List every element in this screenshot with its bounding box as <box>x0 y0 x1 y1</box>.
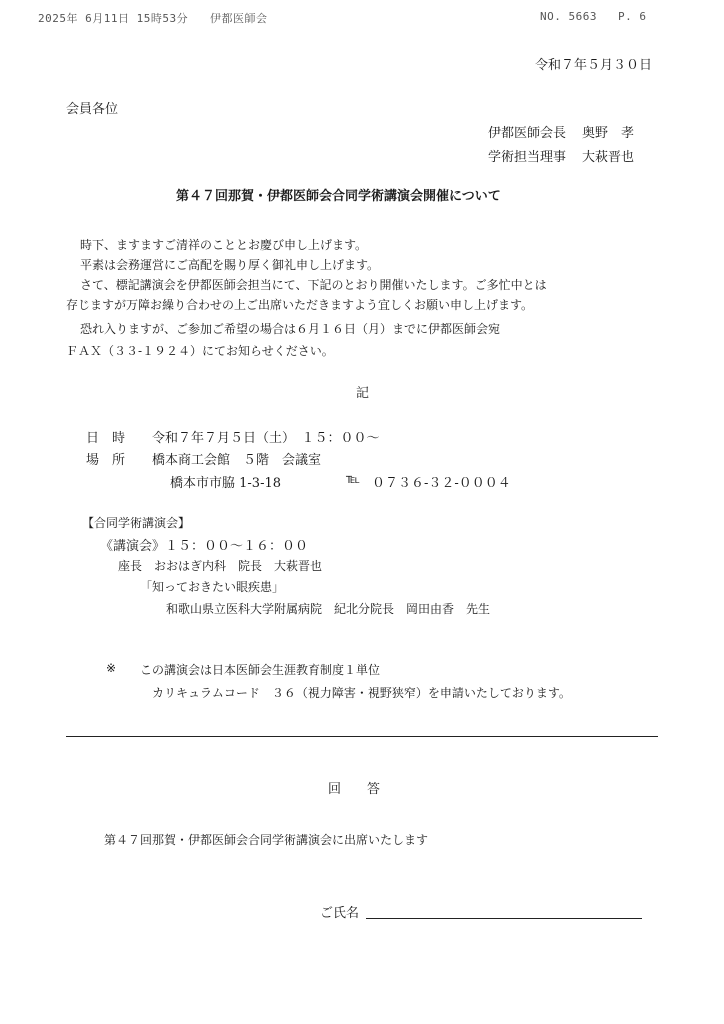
body-line: ＦＡＸ（３３-１９２４）にてお知らせください。 <box>66 344 334 358</box>
speaker: 和歌山県立医科大学附属病院 紀北分院長 岡田由香 先生 <box>166 602 491 616</box>
reply-heading: 回 答 <box>328 782 381 797</box>
name-field[interactable] <box>366 918 642 919</box>
lecture-time: 《講演会》１５：００～１６：００ <box>100 539 309 554</box>
lecture-topic: 「知っておきたい眼疾患」 <box>140 580 285 594</box>
body-line: 恐れ入りますが、ご参加ご希望の場合は６月１６日（月）までに伊都医師会宛 <box>80 322 501 336</box>
fax-number: NO. 5663 <box>540 10 597 23</box>
body-line: 時下、ますますご清祥のこととお慶び申し上げます。 <box>80 238 368 252</box>
reply-statement: 第４７回那賀・伊都医師会合同学術講演会に出席いたします <box>104 833 429 847</box>
place-value: 橋本商工会館 ５階 会議室 <box>152 453 322 468</box>
datetime-value: 令和７年７月５日（土） １５：００～ <box>152 431 380 446</box>
note-line-1: この講演会は日本医師会生涯教育制度１単位 <box>140 663 381 677</box>
recipient: 会員各位 <box>66 102 119 117</box>
fax-sender: 伊都医師会 <box>210 12 268 25</box>
document-date: 令和７年５月３０日 <box>534 58 652 73</box>
tel-label: ℡ <box>346 472 360 487</box>
chair: 座長 おおはぎ内科 院長 大萩晋也 <box>118 559 323 573</box>
fax-timestamp: 2025年 6月11日 15時53分 <box>38 12 189 25</box>
document-title: 第４７回那賀・伊都医師会合同学術講演会開催について <box>176 189 501 204</box>
body-line: 平素は会務運営にご高配を賜り厚く御礼申し上げます。 <box>80 258 380 272</box>
place-label: 場 所 <box>86 453 126 468</box>
datetime-label: 日 時 <box>86 431 126 446</box>
program-heading: 【合同学術講演会】 <box>82 516 191 530</box>
divider <box>66 736 658 737</box>
tel-value: ０７３６-３２-０００４ <box>372 476 511 491</box>
body-line: さて、標記講演会を伊都医師会担当にて、下記のとおり開催いたします。ご多忙中とは <box>80 278 547 292</box>
sender-director <box>488 146 634 165</box>
note-line-2: カリキュラムコード ３６（視力障害・視野狭窄）を申請いたしております。 <box>152 686 571 700</box>
note-mark: ※ <box>106 661 117 675</box>
ki-heading: 記 <box>356 386 370 401</box>
sender-role: 学術担当理事 <box>488 150 567 165</box>
name-label: ご氏名 <box>320 906 360 921</box>
sender-name: 大萩晋也 <box>582 150 635 165</box>
fax-page: P. 6 <box>618 10 647 23</box>
body-line: 存じますが万障お繰り合わせの上ご出席いただきますよう宜しくお願い申し上げます。 <box>66 298 534 312</box>
sender-name: 奥野 孝 <box>582 126 635 141</box>
address: 橋本市市脇 1-3-18 <box>170 476 282 491</box>
sender-role: 伊都医師会長 <box>488 126 567 141</box>
sender-president <box>488 122 634 141</box>
